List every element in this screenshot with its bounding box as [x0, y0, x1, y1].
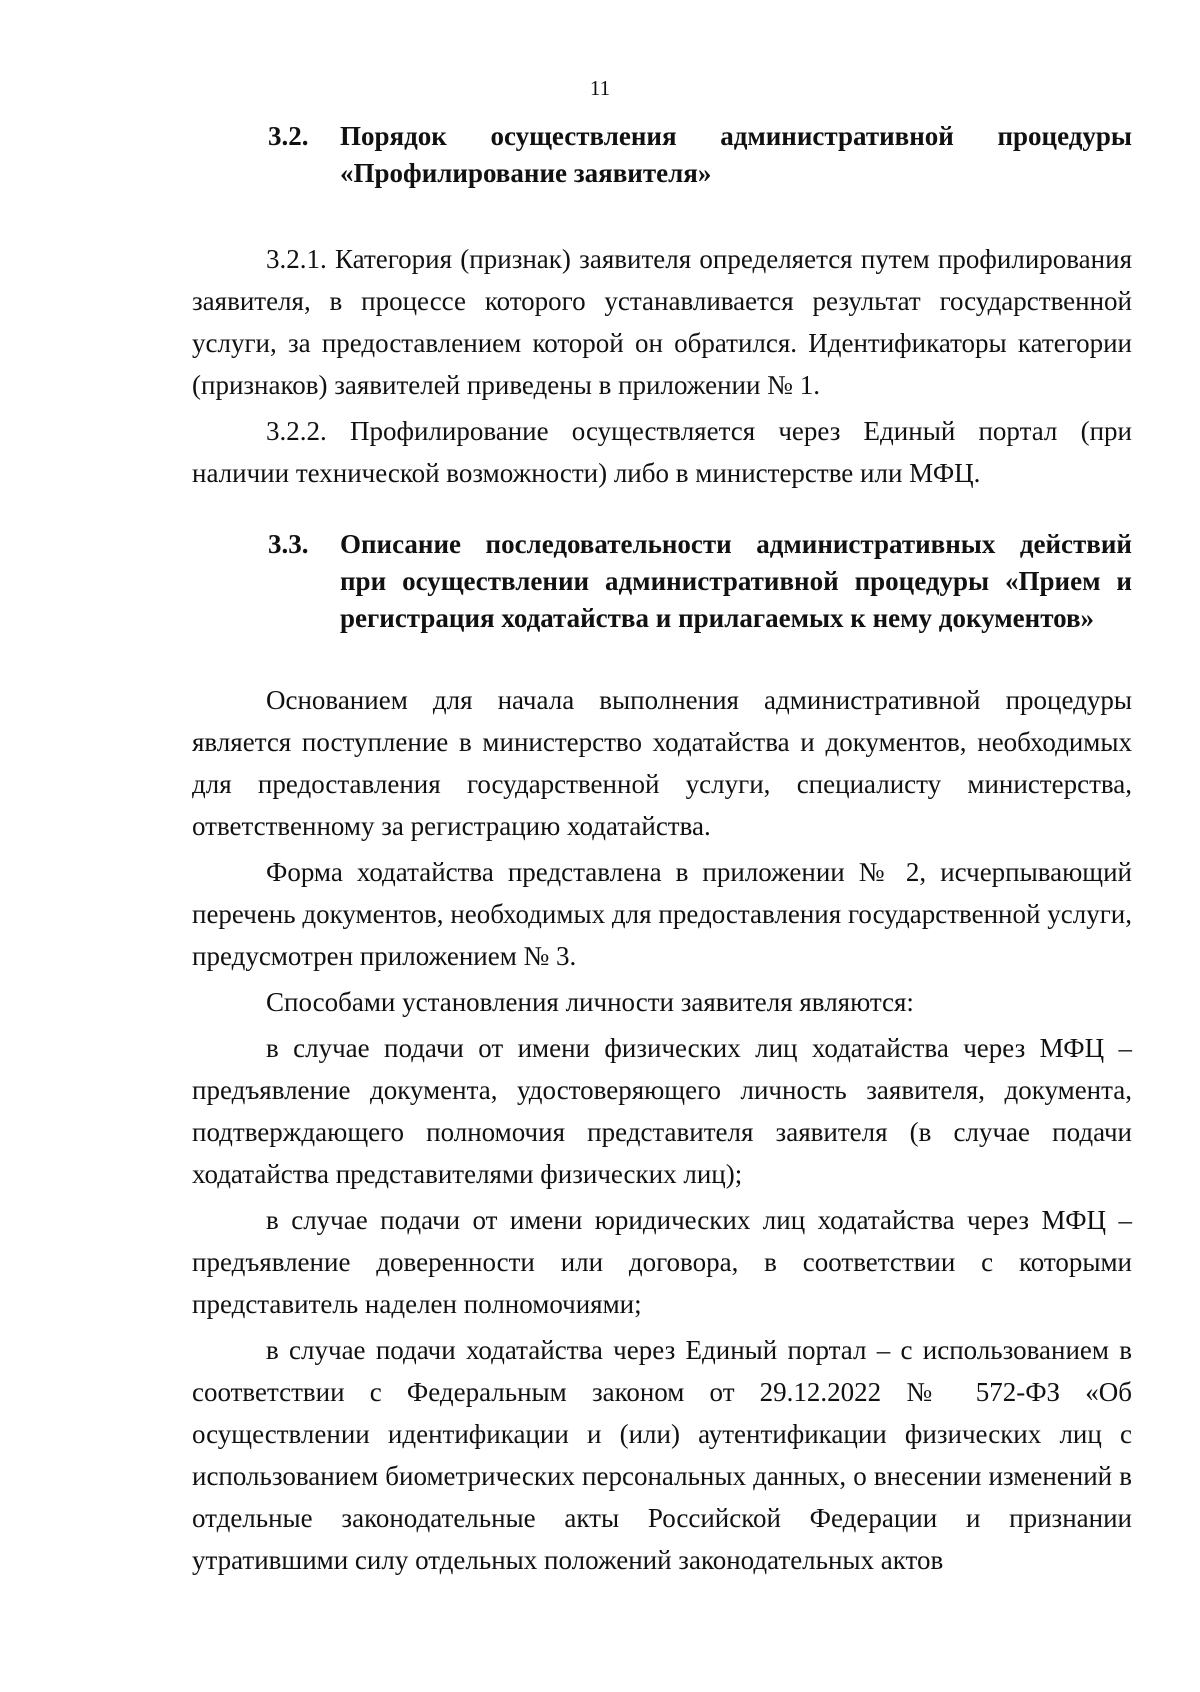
- section-3-3-title-line-2: при осуществлении административной процедуры «Прием и: [340, 566, 1132, 596]
- paragraph-3-2-1: 3.2.1. Категория (признак) заявителя определяется путем профилирования заявителя, в процессе которого устанавливается результат государственной услуги, за предоставлением которой он обратился. Идентификаторы категории (признаков) заявителей приведены в приложении № 1.: [192, 244, 1132, 400]
- section-3-3-title: [340, 526, 1132, 637]
- paragraph-individuals-mfc: в случае подачи от имени физических лиц ходатайства через МФЦ – предъявление документа, удостоверяющего личность заявителя, документа, подтверждающего полномочия представителя заявителя (в случае подачи ходатайства представителями физических лиц);: [192, 1033, 1132, 1189]
- section-3-2-title-line-2: «Профилирование заявителя»: [340, 158, 712, 188]
- section-3-2-heading: [192, 118, 1132, 192]
- paragraph-basis: Основанием для начала выполнения административной процедуры является поступление в министерство ходатайства и документов, необходимых для предоставления государственной услуги, специалисту министерства, ответственному за регистрацию ходатайства.: [192, 685, 1132, 841]
- section-3-3-heading: [192, 526, 1132, 637]
- paragraph-identification-methods: Способами установления личности заявителя являются:: [266, 987, 914, 1017]
- paragraph-form: Форма ходатайства представлена в приложении № 2, исчерпывающий перечень документов, необходимых для предоставления государственной услуги, предусмотрен приложением № 3.: [192, 857, 1132, 971]
- section-3-2-number: 3.2.: [268, 121, 309, 151]
- document-body: [192, 118, 1132, 1585]
- section-3-3-title-line-1: Описание последовательности административных действий: [340, 529, 1132, 559]
- section-3-3-title-line-3: регистрация ходатайства и прилагаемых к нему документов»: [340, 603, 1095, 633]
- paragraph-3-2-2: 3.2.2. Профилирование осуществляется через Единый портал (при наличии технической возможности) либо в министерстве или МФЦ.: [192, 416, 1132, 488]
- paragraph-legal-entities-mfc: в случае подачи от имени юридических лиц ходатайства через МФЦ – предъявление доверенности или договора, в соответствии с которыми представитель наделен полномочиями;: [192, 1205, 1132, 1319]
- page-number: 11: [589, 76, 611, 100]
- section-3-2-title-line-1: Порядок осуществления административной процедуры: [340, 121, 1132, 151]
- section-3-3-number: 3.3.: [268, 529, 309, 559]
- section-3-2-title: [340, 118, 1132, 192]
- paragraph-unified-portal: в случае подачи ходатайства через Единый портал – с использованием в соответствии с Федеральным законом от 29.12.2022 № 572-ФЗ «Об осуществлении идентификации и (или) аутентификации физических лиц с использованием биометрических персональных данных, о внесении изменений в отдельные законодательные акты Российской Федерации и признании утратившими силу отдельных положений законодательных актов: [192, 1335, 1132, 1575]
